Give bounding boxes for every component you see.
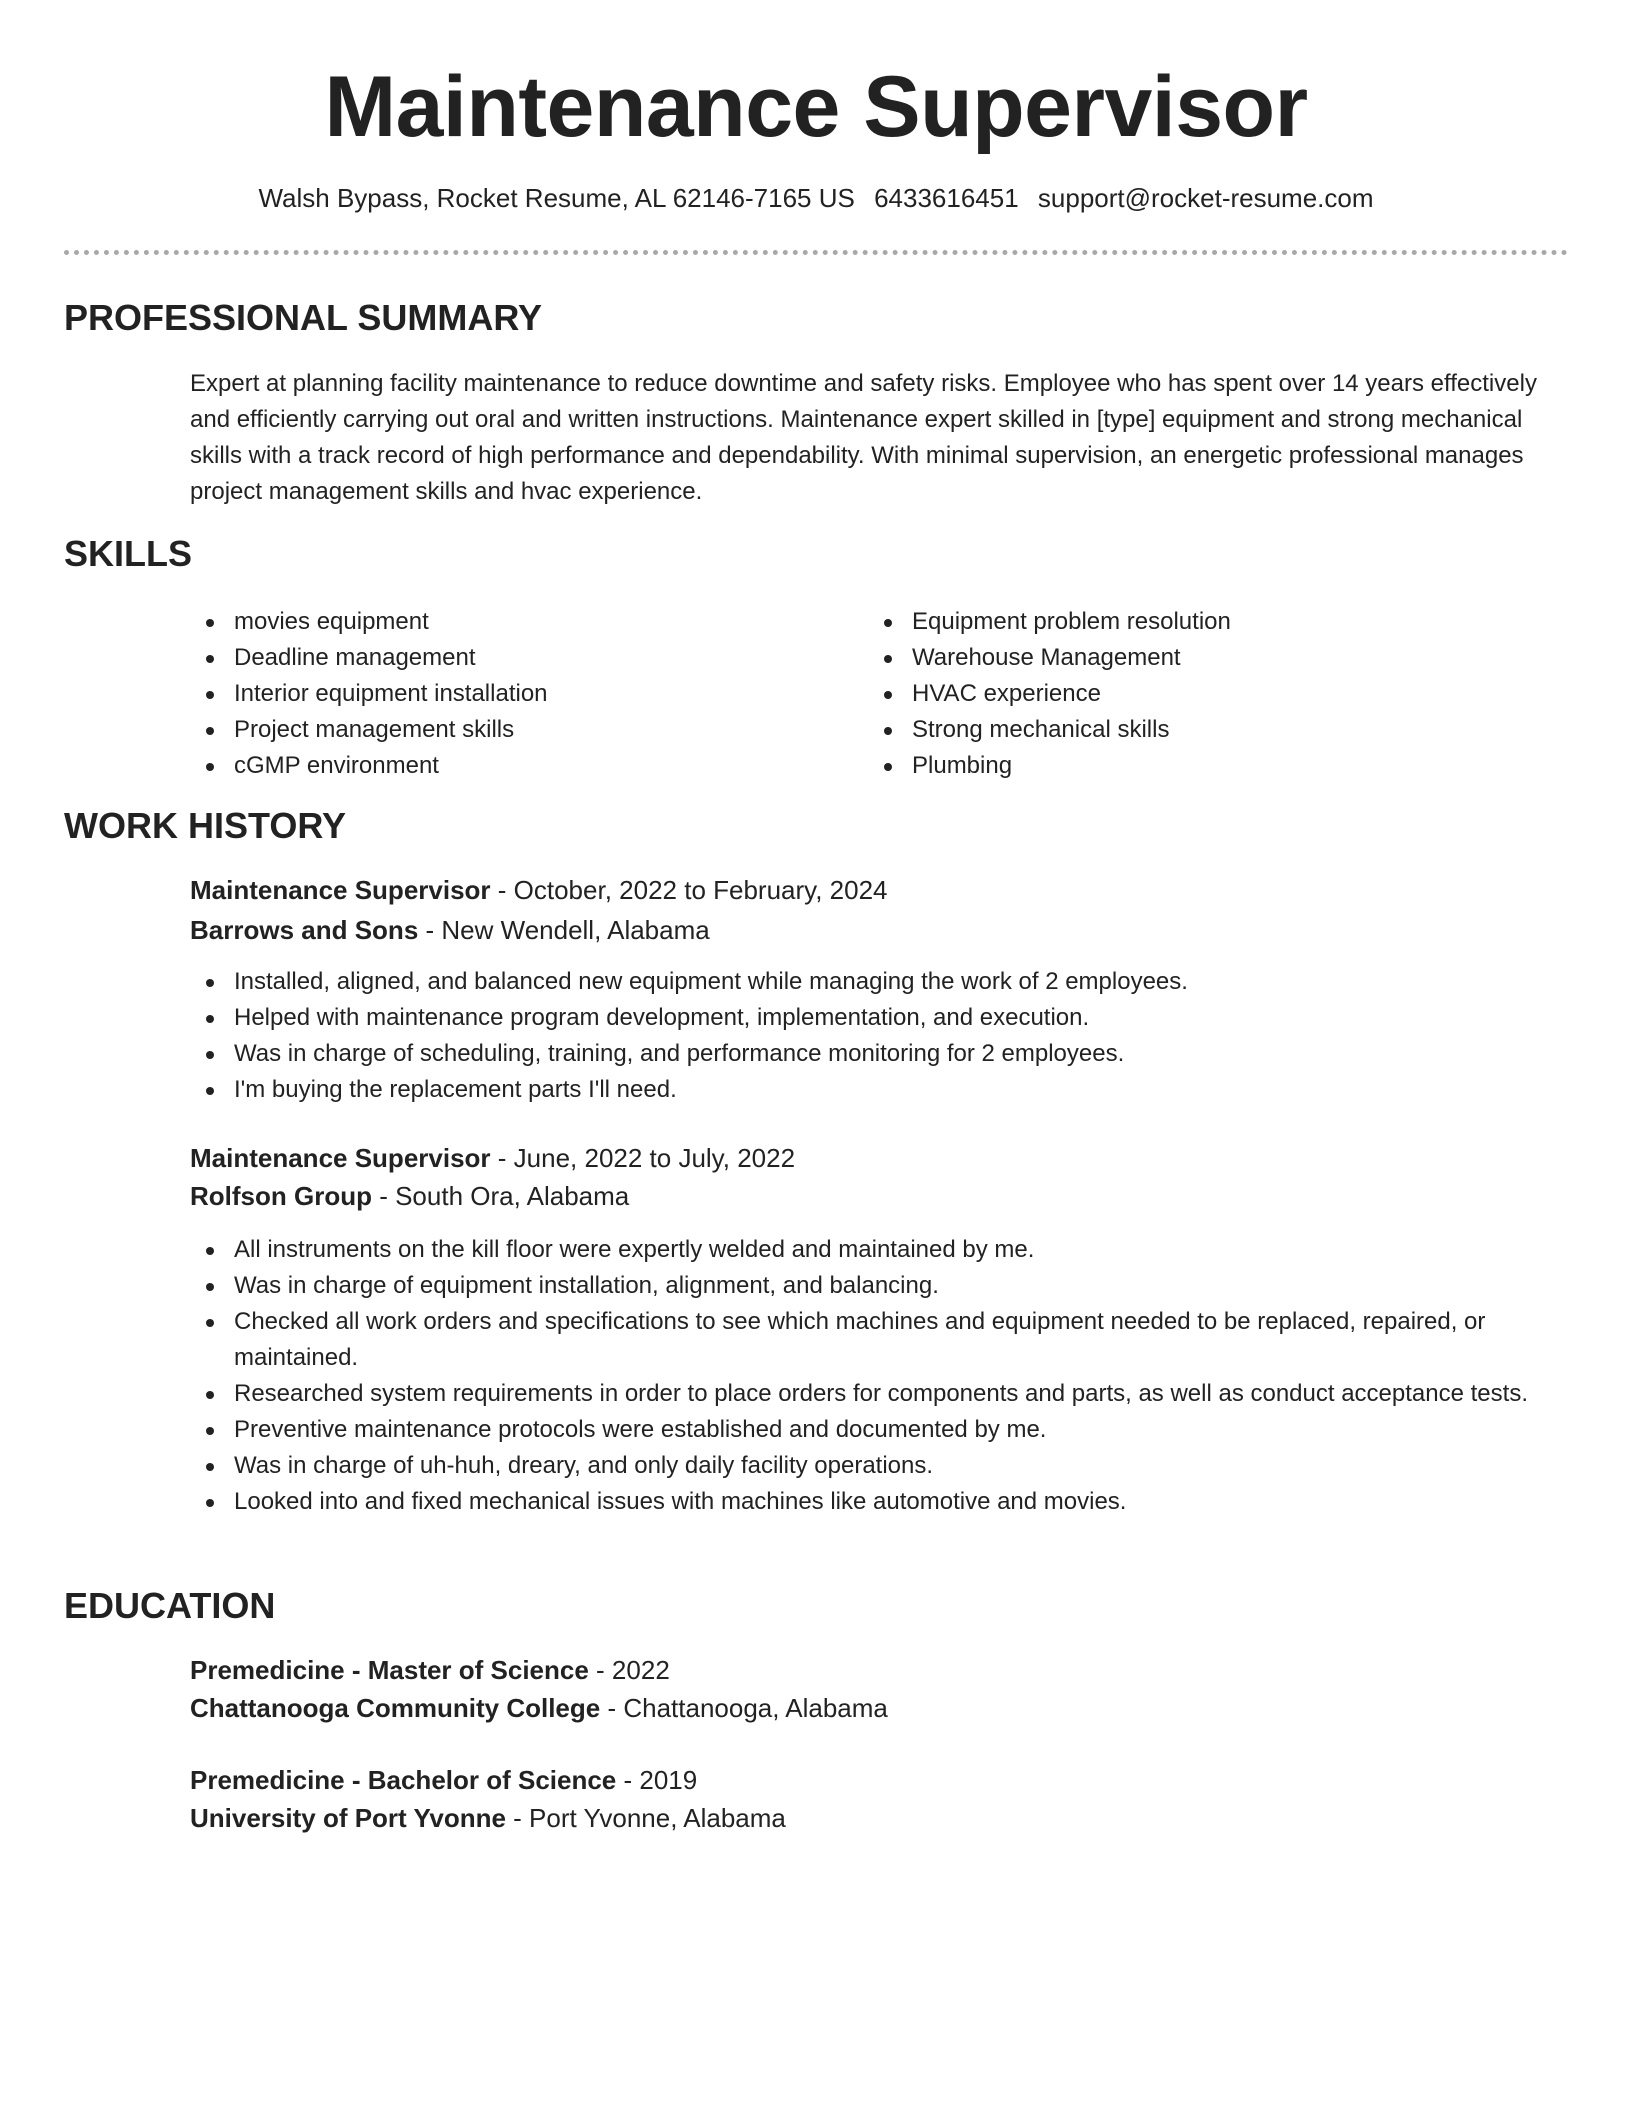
skill-item: Equipment problem resolution bbox=[868, 604, 1568, 640]
education-degree: Premedicine - Bachelor of Science bbox=[190, 1765, 617, 1795]
skills-heading: SKILLS bbox=[64, 533, 193, 574]
job-bullet: Looked into and fixed mechanical issues with machines like automotive and movies. bbox=[190, 1484, 1570, 1520]
education-year: - 2019 bbox=[616, 1765, 698, 1795]
education-school-line bbox=[190, 1800, 786, 1836]
job-company-line bbox=[190, 1178, 629, 1214]
skill-item: Project management skills bbox=[190, 712, 830, 748]
skills-list-right bbox=[868, 604, 1568, 784]
skills-list-left bbox=[190, 604, 830, 784]
job-title-line bbox=[190, 1140, 795, 1176]
education-school-line bbox=[190, 1690, 888, 1726]
job-company: Rolfson Group bbox=[190, 1181, 372, 1211]
contact-address: Walsh Bypass, Rocket Resume, AL 62146-7165 US bbox=[258, 183, 855, 213]
work-history-heading: WORK HISTORY bbox=[64, 805, 347, 846]
skill-item: HVAC experience bbox=[868, 676, 1568, 712]
job-dates: - June, 2022 to July, 2022 bbox=[490, 1143, 796, 1173]
job-bullet: Researched system requirements in order to place orders for components and parts, as well as conduct acceptance tests. bbox=[190, 1376, 1570, 1412]
education-location: - Chattanooga, Alabama bbox=[600, 1693, 888, 1723]
summary-text: Expert at planning facility maintenance to reduce downtime and safety risks. Employee who has spent over 14 years effectively and efficiently carrying out oral and written instructions. Maintenance expert skilled in [type] equipment and strong mechanical skills with a track record of high performance and dependability. With minimal supervision, an energetic professional manages project management skills and hvac experience. bbox=[190, 370, 1537, 505]
job-role: Maintenance Supervisor bbox=[190, 875, 491, 905]
job-bullet: I'm buying the replacement parts I'll need. bbox=[190, 1072, 1570, 1108]
education-degree: Premedicine - Master of Science bbox=[190, 1655, 589, 1685]
job-company: Barrows and Sons bbox=[190, 915, 419, 945]
education-location: - Port Yvonne, Alabama bbox=[505, 1803, 786, 1833]
job-bullet: Was in charge of uh-huh, dreary, and only daily facility operations. bbox=[190, 1448, 1570, 1484]
summary-heading: PROFESSIONAL SUMMARY bbox=[64, 297, 543, 338]
contact-line bbox=[0, 180, 1632, 216]
education-school: University of Port Yvonne bbox=[190, 1803, 506, 1833]
skill-item: Plumbing bbox=[868, 748, 1568, 784]
job-role: Maintenance Supervisor bbox=[190, 1143, 491, 1173]
job-bullet: Was in charge of scheduling, training, and performance monitoring for 2 employees. bbox=[190, 1036, 1570, 1072]
job-location: - South Ora, Alabama bbox=[371, 1181, 630, 1211]
job-bullet: All instruments on the kill floor were expertly welded and maintained by me. bbox=[190, 1232, 1570, 1268]
job-bullets bbox=[190, 964, 1570, 1108]
job-dates: - October, 2022 to February, 2024 bbox=[490, 875, 888, 905]
contact-email: support@rocket-resume.com bbox=[1037, 183, 1374, 213]
job-bullet: Helped with maintenance program development, implementation, and execution. bbox=[190, 1000, 1570, 1036]
skill-item: movies equipment bbox=[190, 604, 830, 640]
skill-item: Deadline management bbox=[190, 640, 830, 676]
education-degree-line bbox=[190, 1652, 670, 1688]
job-title-line bbox=[190, 872, 888, 908]
job-bullet: Checked all work orders and specifications to see which machines and equipment needed to be replaced, repaired, or maintained. bbox=[190, 1304, 1570, 1376]
job-bullet: Preventive maintenance protocols were established and documented by me. bbox=[190, 1412, 1570, 1448]
job-bullets bbox=[190, 1232, 1570, 1520]
contact-phone: 6433616451 bbox=[874, 183, 1019, 213]
skill-item: Warehouse Management bbox=[868, 640, 1568, 676]
header-divider bbox=[64, 250, 1568, 255]
skill-item: cGMP environment bbox=[190, 748, 830, 784]
job-company-line bbox=[190, 912, 710, 948]
education-year: - 2022 bbox=[588, 1655, 670, 1685]
job-bullet: Installed, aligned, and balanced new equipment while managing the work of 2 employees. bbox=[190, 964, 1570, 1000]
candidate-name: Maintenance Supervisor bbox=[324, 59, 1308, 155]
education-school: Chattanooga Community College bbox=[190, 1693, 601, 1723]
education-heading: EDUCATION bbox=[64, 1585, 276, 1626]
job-location: - New Wendell, Alabama bbox=[418, 915, 710, 945]
skill-item: Interior equipment installation bbox=[190, 676, 830, 712]
skill-item: Strong mechanical skills bbox=[868, 712, 1568, 748]
education-degree-line bbox=[190, 1762, 697, 1798]
job-bullet: Was in charge of equipment installation, alignment, and balancing. bbox=[190, 1268, 1570, 1304]
